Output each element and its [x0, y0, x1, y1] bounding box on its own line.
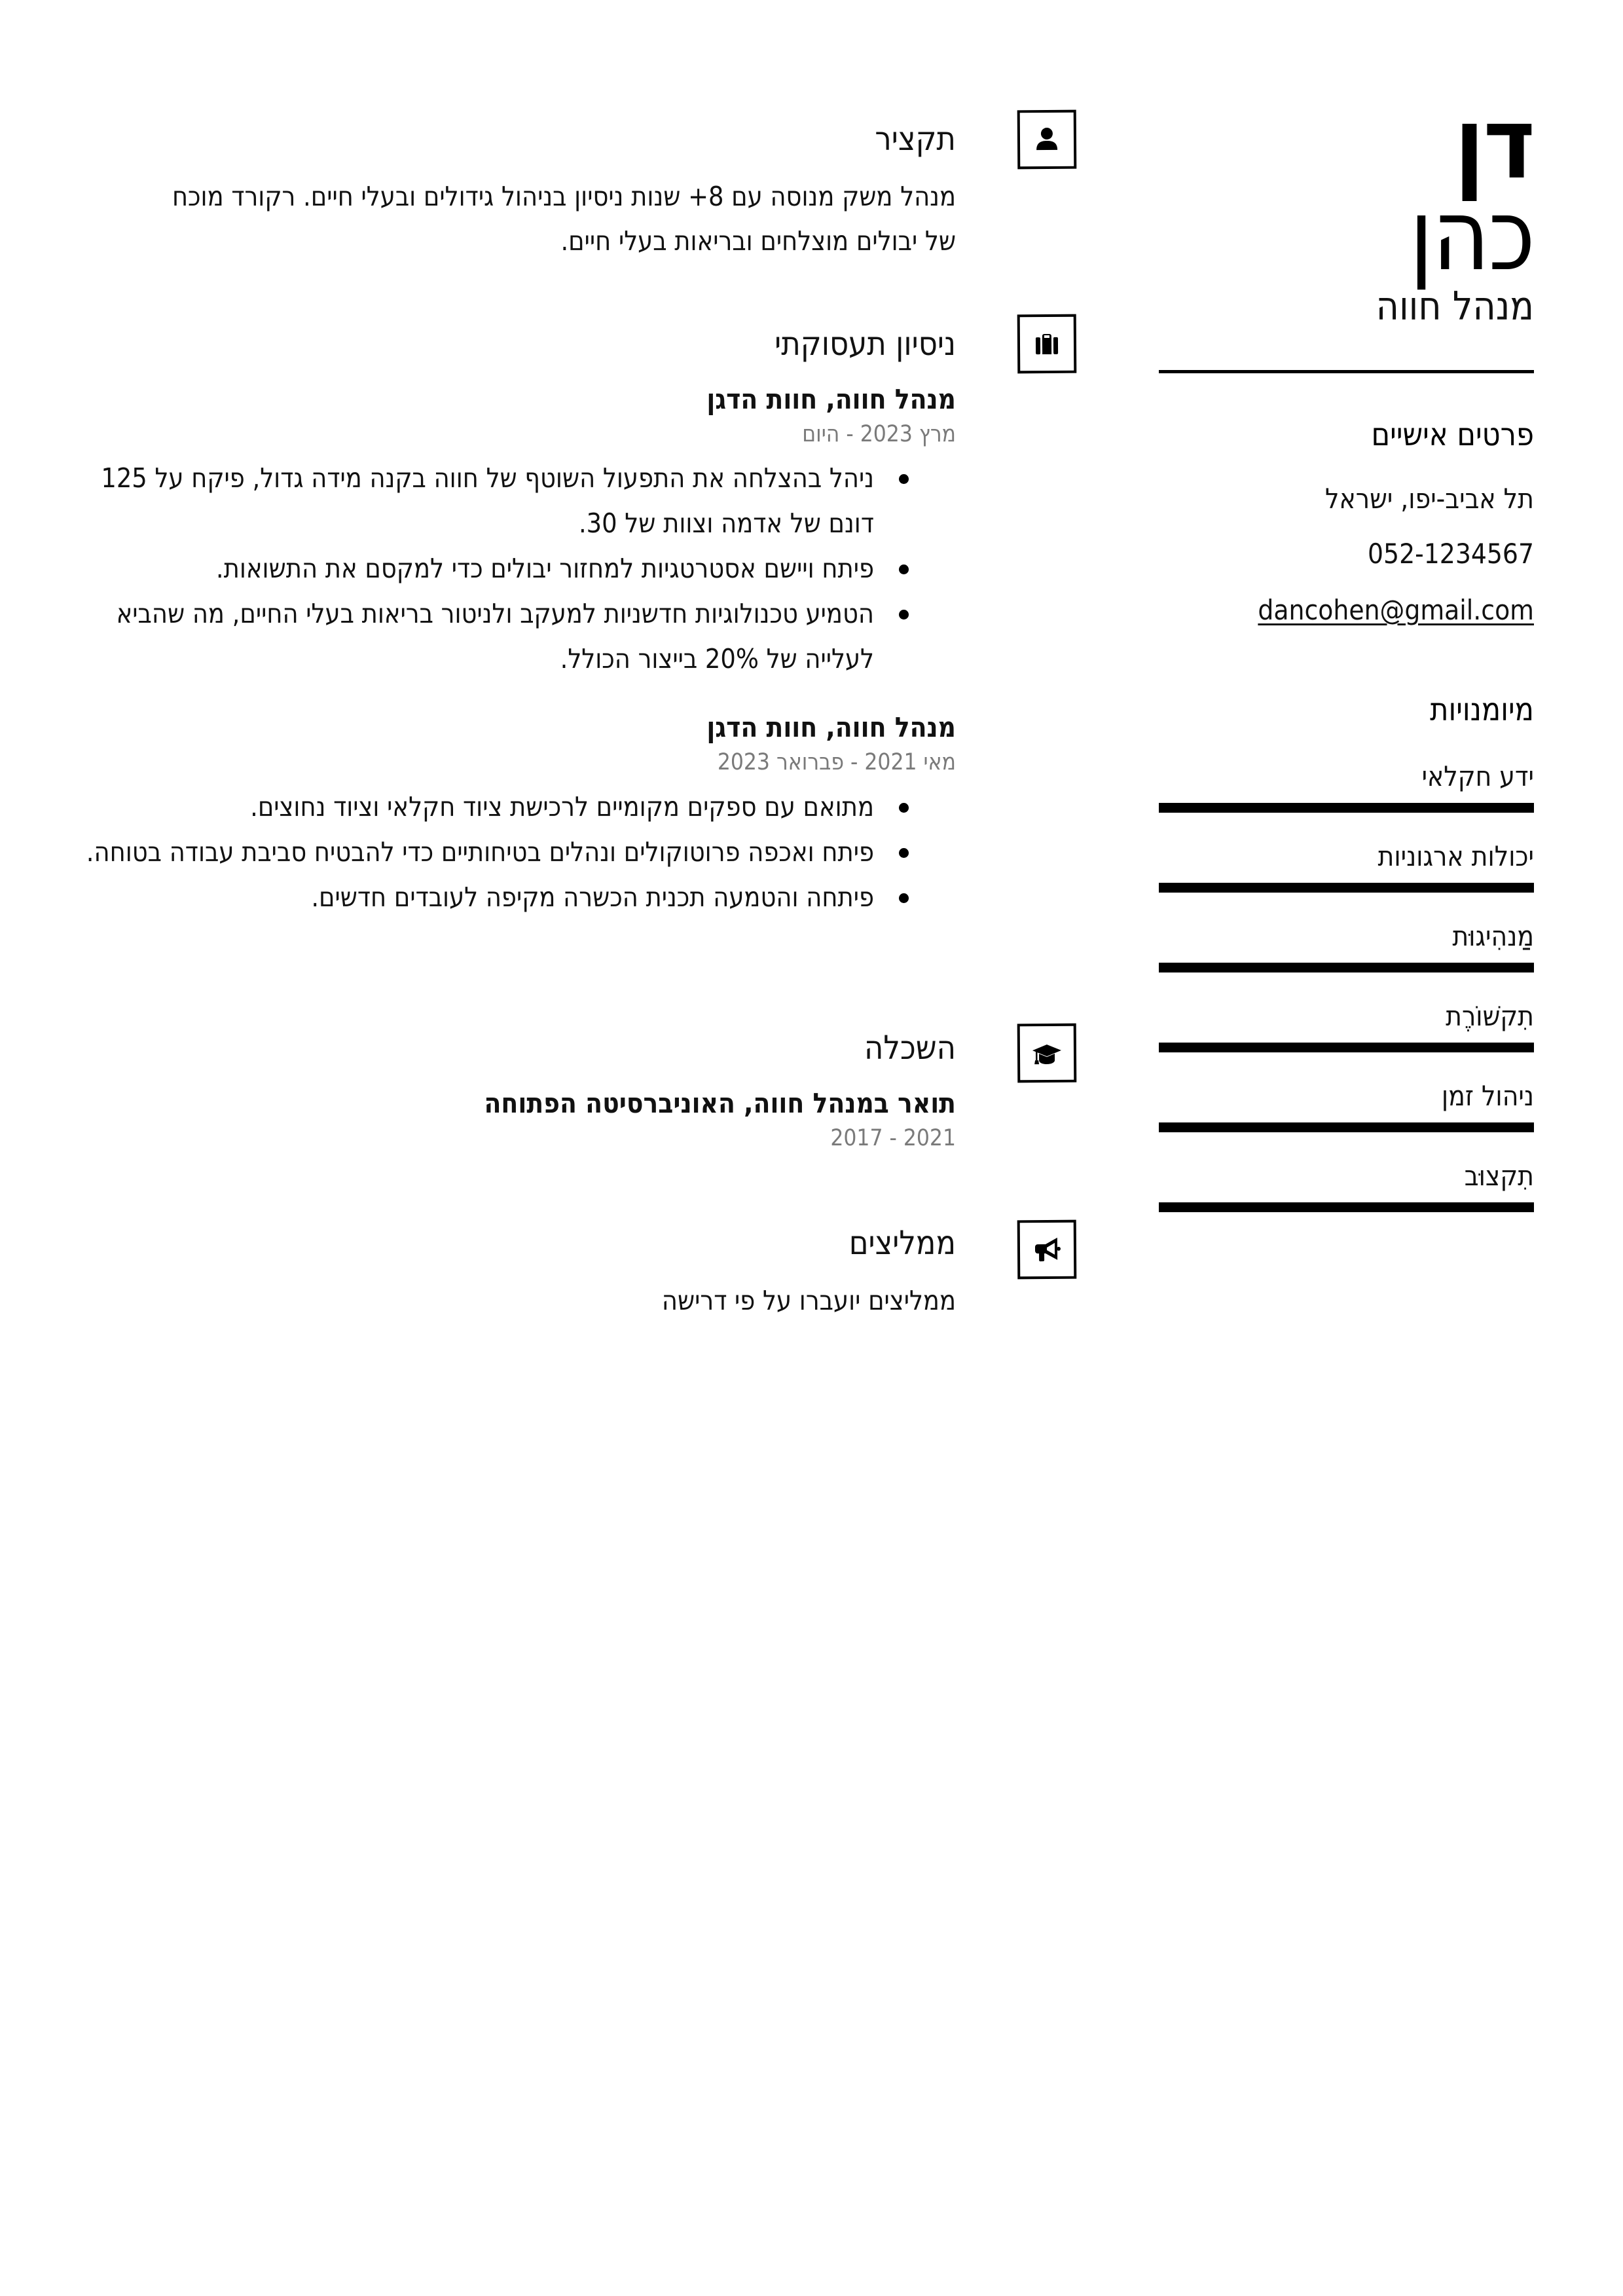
person-icon [1017, 110, 1077, 170]
skill-label: תִקצוּב [1464, 1160, 1534, 1192]
job-bullets [79, 456, 956, 682]
skill-item [1159, 1158, 1534, 1223]
job-title: מנהל חווה, חוות הדגן [706, 711, 956, 743]
job-title: מנהל חווה, חוות הדגן [706, 383, 956, 415]
bullet-item: מתואם עם ספקים מקומיים לרכישת ציוד חקלאי וציוד נחוצים. [79, 785, 956, 830]
last-name: כהן [1409, 179, 1534, 293]
candidate-name [1159, 87, 1534, 293]
skill-label: יכולות ארגוניות [1377, 840, 1534, 872]
skill-level-bar [1159, 1122, 1534, 1132]
personal-details-heading: פרטים אישיים [1371, 417, 1534, 453]
job-bullets [79, 785, 956, 920]
job-dates: מרץ 2023 - היום [802, 421, 956, 447]
first-name: דן [1454, 87, 1534, 201]
briefcase-icon [1017, 314, 1077, 374]
bullet-item: ניהל בהצלחה את התפעול השוטף של חווה בקנה מידה גדול, פיקח על 125 דונם של אדמה וצוות של 30. [79, 456, 956, 546]
references-text: ממליצים יועברו על פי דרישה [661, 1285, 956, 1316]
skill-label: מַנהִיגוּת [1452, 920, 1534, 952]
experience-heading: ניסיון תעסוקתי [775, 325, 956, 363]
bullet-item: פיתחה והטמעה תכנית הכשרה מקיפה לעובדים חדשים. [79, 875, 956, 920]
summary-heading: תקציר [875, 120, 956, 158]
degree-dates: 2021 - 2017 [830, 1125, 956, 1151]
skill-level-bar [1159, 1043, 1534, 1052]
degree-title: תואר במנהל חווה, האוניברסיטה הפתוחה [484, 1087, 956, 1119]
job-title: מנהל חווה [1376, 284, 1534, 329]
skill-item [1159, 758, 1534, 824]
header-divider [1159, 370, 1534, 373]
skill-item [1159, 838, 1534, 904]
skill-item [1159, 1078, 1534, 1143]
skill-item [1159, 918, 1534, 984]
bullet-item: הטמיע טכנולוגיות חדשניות למעקב ולניטור בריאות בעלי החיים, מה שהביא לעלייה של 20% בייצור הכולל. [79, 591, 956, 682]
bullet-item: פיתח ויישם אסטרטגיות למחזור יבולים כדי למקסם את התשואות. [79, 546, 956, 591]
bullet-item: פיתח ואכפה פרוטוקולים ונהלים בטיחותיים כדי להבטיח סביבת עבודה בטוחה. [79, 830, 956, 875]
skill-label: תִקשׁוֹרֶת [1446, 1000, 1534, 1032]
skill-label: ידע חקלאי [1421, 760, 1534, 792]
megaphone-icon [1017, 1220, 1077, 1280]
skills-heading: מיומנויות [1430, 692, 1534, 728]
location: תל אביב-יפו, ישראל [1325, 483, 1534, 515]
phone[interactable]: 052-1234567 [1368, 538, 1534, 570]
job-dates: מאי 2021 - פברואר 2023 [717, 749, 956, 775]
summary-text: מנהל משק מנוסה עם 8+ שנות ניסיון בניהול גידולים ובעלי חיים. רקורד מוכח של יבולים מוצלחים ובריאות בעלי חיים. [172, 181, 956, 257]
email-link[interactable]: dancohen@gmail.com [1258, 594, 1534, 626]
skill-level-bar [1159, 803, 1534, 813]
skill-label: ניהול זמן [1441, 1080, 1534, 1112]
skill-level-bar [1159, 963, 1534, 972]
skill-level-bar [1159, 1202, 1534, 1212]
graduation-cap-icon [1017, 1024, 1077, 1083]
skill-level-bar [1159, 883, 1534, 893]
skill-item [1159, 998, 1534, 1064]
references-heading: ממליצים [848, 1224, 956, 1262]
education-heading: השכלה [864, 1029, 956, 1067]
